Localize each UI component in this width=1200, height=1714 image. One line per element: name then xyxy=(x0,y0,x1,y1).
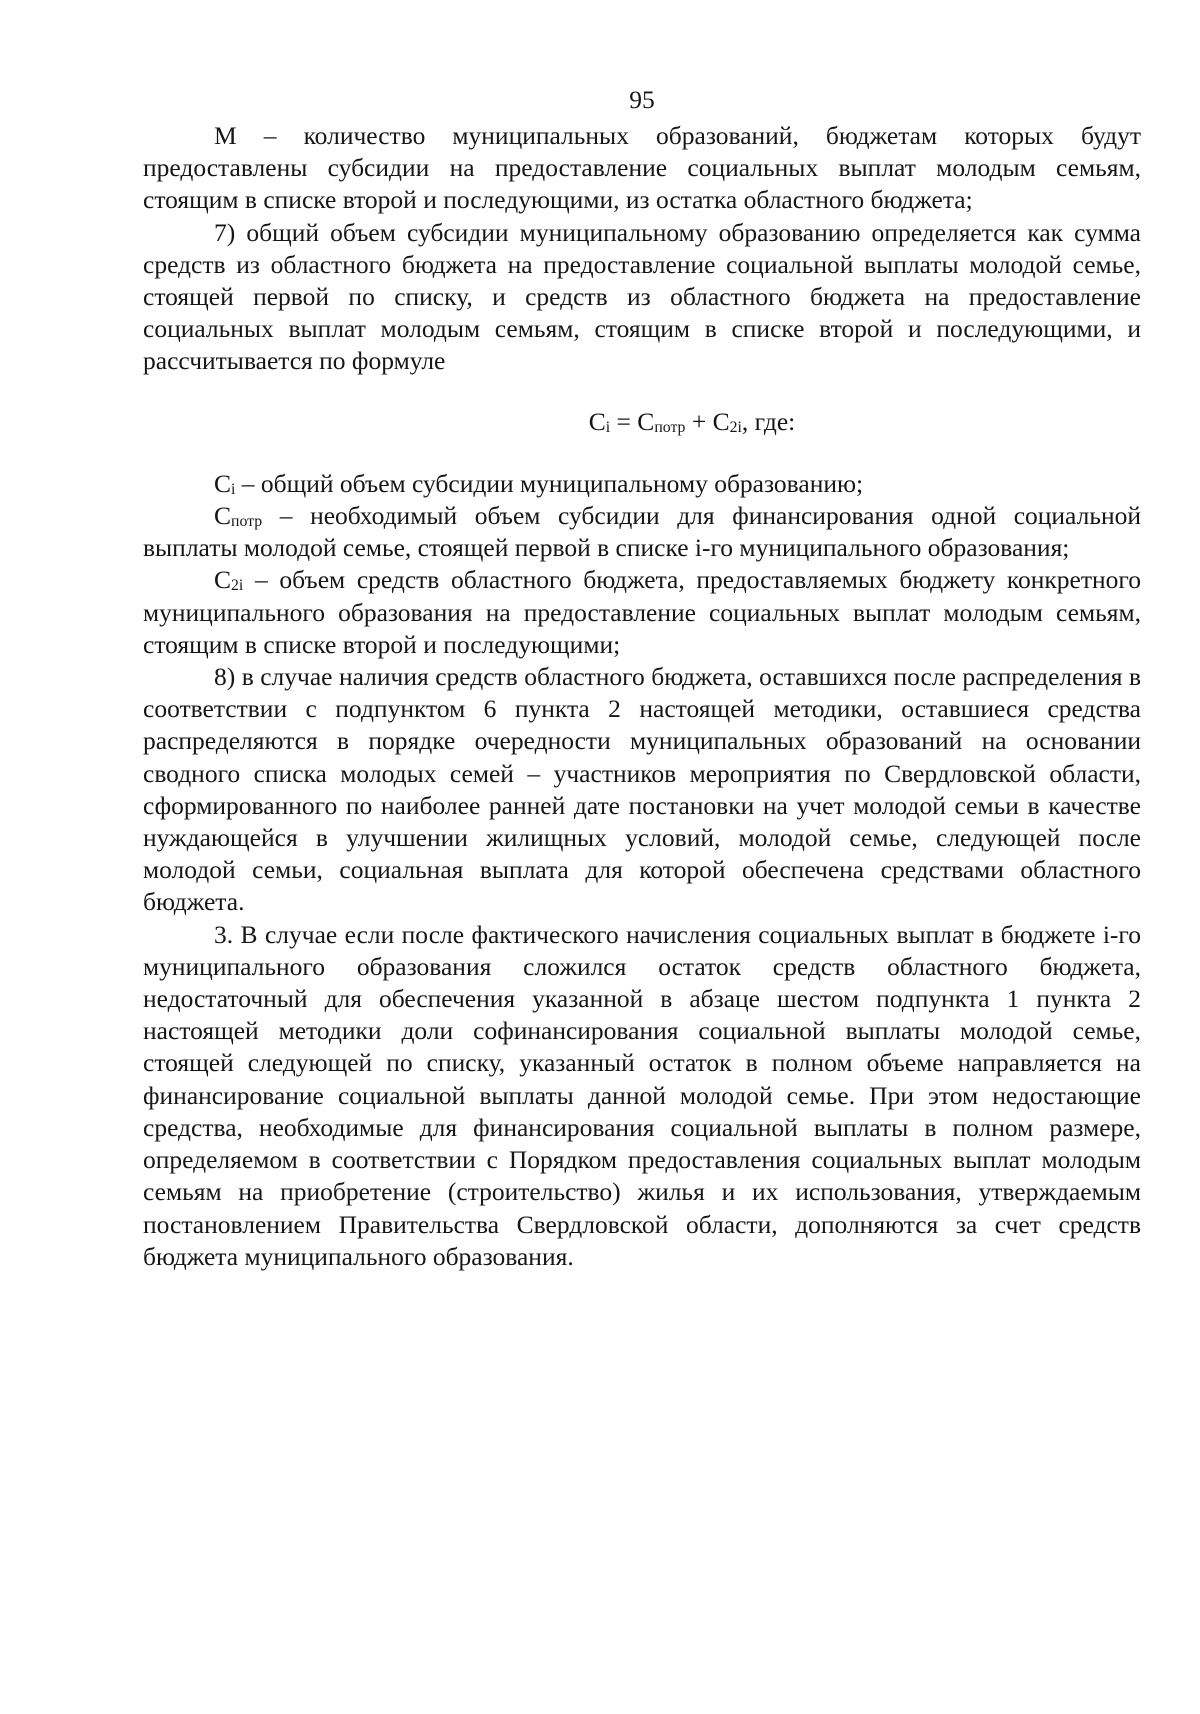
formula-plus: + xyxy=(685,406,713,436)
paragraph-section-3: 3. В случае если после фактического начисления социальных выплат в бюджете i-го муниципального образования сложился остаток средств областного бюджета, недостаточный для обеспечения указанной в абзаце шестом подпункта 1 пункта 2 настоящей методики доли софинансирования социальной выплаты молодой семье, стоящей следующей по списку, указанный остаток в полном объеме направляется на финансирование социальной выплаты данной молодой семье. При этом недостающие средства, необходимые для финансирования социальной выплаты в полном размере, определяемом в соответствии с Порядком предоставления социальных выплат молодым семьям на приобретение (строительство) жилья и их использования, утверждаемым постановлением Правительства Свердловской области, дополняются за счет средств бюджета муниципального образования. xyxy=(143,919,1141,1271)
symbol-c2i: C xyxy=(214,565,232,595)
formula xyxy=(143,406,1141,438)
formula-equals: = xyxy=(610,406,638,436)
definition-c2i-text: – объем средств областного бюджета, предоставляемых бюджету конкретного муниципального образования на предоставление социальных выплат молодым семьям, стоящим в списке второй и последующими; xyxy=(143,565,1141,659)
definition-ci-text: – общий объем субсидии муниципальному образованию; xyxy=(235,468,864,498)
paragraph-item-7: 7) общий объем субсидии муниципальному образованию определяется как сумма средств из областного бюджета на предоставление социальной выплаты молодой семье, стоящей первой по списку, и средств из областного бюджета на предоставление социальных выплат молодым семьям, стоящим в списке второй и последующими, и рассчитывается по формуле xyxy=(143,217,1141,376)
symbol-cpotr-subscript: потр xyxy=(231,512,263,530)
formula-cpotr: C xyxy=(637,406,655,436)
formula-cpotr-subscript: потр xyxy=(654,418,686,436)
paragraph-item-8: 8) в случае наличия средств областного бюджета, оставшихся после распределения в соответствии с подпунктом 6 пункта 2 настоящей методики, оставшиеся средства распределяются в порядке очередности муниципальных образований на основании сводного списка молодых семей – участников мероприятия по Свердловской области, сформированного по наиболее ранней дате постановки на учет молодой семьи в качестве нуждающейся в улучшении жилищных условий, молодой семье, следующей после молодой семьи, социальная выплата для которой обеспечена средствами областного бюджета. xyxy=(143,662,1141,917)
symbol-c2i-subscript: 2i xyxy=(231,577,244,595)
formula-tail: , где: xyxy=(741,406,796,436)
formula-ci-subscript: i xyxy=(605,418,611,436)
symbol-cpotr: C xyxy=(214,501,232,531)
definition-cpotr xyxy=(143,500,1141,564)
symbol-ci-subscript: i xyxy=(231,480,236,498)
page-number: 95 xyxy=(629,85,655,114)
document-page xyxy=(143,84,1141,1273)
formula-c2i-subscript: 2i xyxy=(729,418,742,436)
definition-ci xyxy=(143,468,1141,500)
formula-c2i: C xyxy=(712,406,730,436)
definition-c2i xyxy=(143,564,1141,661)
formula-ci: C xyxy=(588,406,606,436)
definition-cpotr-text: – необходимый объем субсидии для финансирования одной социальной выплаты молодой семье, стоящей первой в списке i-го муниципального образования; xyxy=(143,501,1141,563)
symbol-ci: C xyxy=(214,468,232,498)
paragraph-m-definition: М – количество муниципальных образований, бюджетам которых будут предоставлены субсидии на предоставление социальных выплат молодым семьям, стоящим в списке второй и последующими, из остатка областного бюджета; xyxy=(143,121,1141,215)
